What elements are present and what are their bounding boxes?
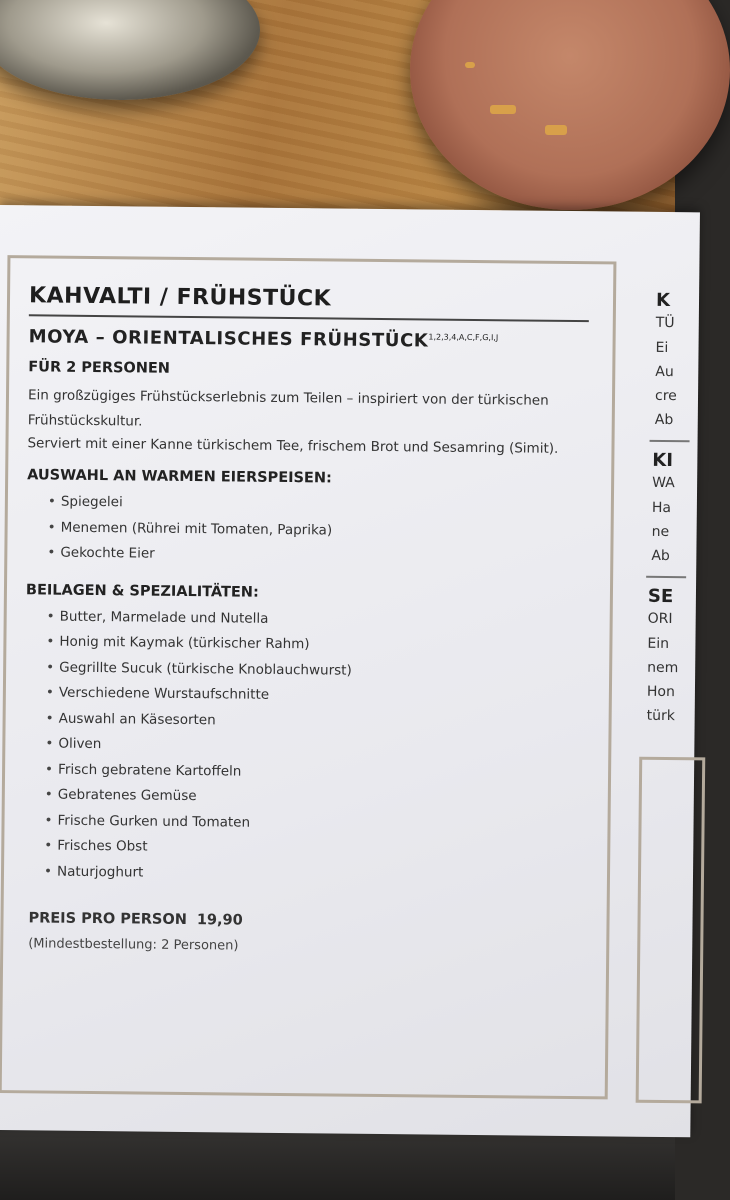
minimum-order-note: (Mindestbestellung: 2 Personen) bbox=[28, 936, 239, 954]
list-item: • Honig mit Kaymak (türkischer Rahm) bbox=[55, 630, 585, 661]
dish-name: MOYA – ORIENTALISCHES FRÜHSTÜCK bbox=[28, 326, 429, 352]
list-item: • Auswahl an Käsesorten bbox=[54, 706, 584, 737]
dish-title bbox=[29, 326, 589, 353]
next-column-divider bbox=[650, 440, 690, 442]
allergen-codes: 1,2,3,4,A,C,F,G,I,J bbox=[428, 332, 499, 343]
wooden-table bbox=[0, 0, 675, 240]
next-column-line: türk bbox=[646, 707, 676, 725]
food-crumb bbox=[465, 62, 475, 68]
next-column-heading: KI bbox=[652, 449, 674, 472]
next-column-line: Ab bbox=[651, 547, 670, 565]
list-item: • Verschiedene Wurstaufschnitte bbox=[55, 681, 585, 712]
next-column-line: Ab bbox=[654, 411, 674, 429]
list-item: • Gegrillte Sucuk (türkische Knoblauchwurst) bbox=[55, 655, 585, 686]
list-item: • Frische Gurken und Tomaten bbox=[53, 808, 583, 839]
list-item: • Gebratenes Gemüse bbox=[54, 783, 584, 814]
food-crumb bbox=[545, 125, 567, 135]
metal-bowl bbox=[0, 0, 260, 100]
next-column-heading: SE bbox=[647, 585, 674, 608]
food-crumb bbox=[490, 105, 516, 114]
next-column-line: Ha bbox=[651, 499, 672, 517]
menu-card bbox=[0, 205, 700, 1137]
list-item: • Oliven bbox=[54, 732, 584, 763]
next-column-heading: K bbox=[655, 289, 671, 312]
egg-list bbox=[26, 489, 587, 571]
next-column-line: ne bbox=[651, 523, 670, 541]
next-column-sub: ORI bbox=[647, 610, 673, 628]
price-value: 19,90 bbox=[196, 912, 243, 929]
dish-description: Ein großzügiges Frühstückserlebnis zum Teilen – inspiriert von der türkischen Frühstückskultur. bbox=[27, 387, 549, 430]
next-column-divider bbox=[646, 576, 686, 578]
list-item: • Gekochte Eier bbox=[56, 541, 586, 572]
menu-title: KAHVALTI / FRÜHSTÜCK bbox=[29, 283, 589, 322]
egg-section-heading: AUSWAHL AN WARMEN EIERSPEISEN: bbox=[27, 467, 332, 487]
copper-pan bbox=[410, 0, 730, 210]
next-column-frame bbox=[636, 757, 706, 1104]
serving-size: FÜR 2 PERSONEN bbox=[28, 359, 171, 377]
list-item: • Menemen (Rührei mit Tomaten, Paprika) bbox=[56, 515, 586, 546]
next-column-sub: WA bbox=[652, 474, 675, 492]
price-label: PREIS PRO PERSON bbox=[28, 910, 187, 928]
next-column-sub: TÜ bbox=[655, 314, 675, 332]
breakfast-menu bbox=[22, 283, 589, 957]
sides-section-heading: BEILAGEN & SPEZIALITÄTEN: bbox=[25, 581, 259, 601]
list-item: • Frisches Obst bbox=[53, 834, 583, 865]
list-item: • Frisch gebratene Kartoffeln bbox=[54, 757, 584, 788]
next-column-line: Au bbox=[655, 363, 674, 381]
list-item: • Spiegelei bbox=[57, 490, 587, 521]
next-column-line: Hon bbox=[646, 683, 675, 701]
sides-list bbox=[23, 604, 586, 890]
list-item: • Naturjoghurt bbox=[53, 859, 583, 890]
price-row bbox=[22, 910, 582, 932]
served-with: Serviert mit einer Kanne türkischem Tee, frischem Brot und Sesamring (Simit). bbox=[27, 435, 559, 457]
next-column-line: Ei bbox=[655, 339, 669, 357]
next-column-line: Ein bbox=[647, 635, 670, 653]
list-item: • Butter, Marmelade und Nutella bbox=[56, 604, 586, 635]
next-column-line: nem bbox=[647, 659, 679, 677]
next-column-line: cre bbox=[654, 387, 677, 405]
